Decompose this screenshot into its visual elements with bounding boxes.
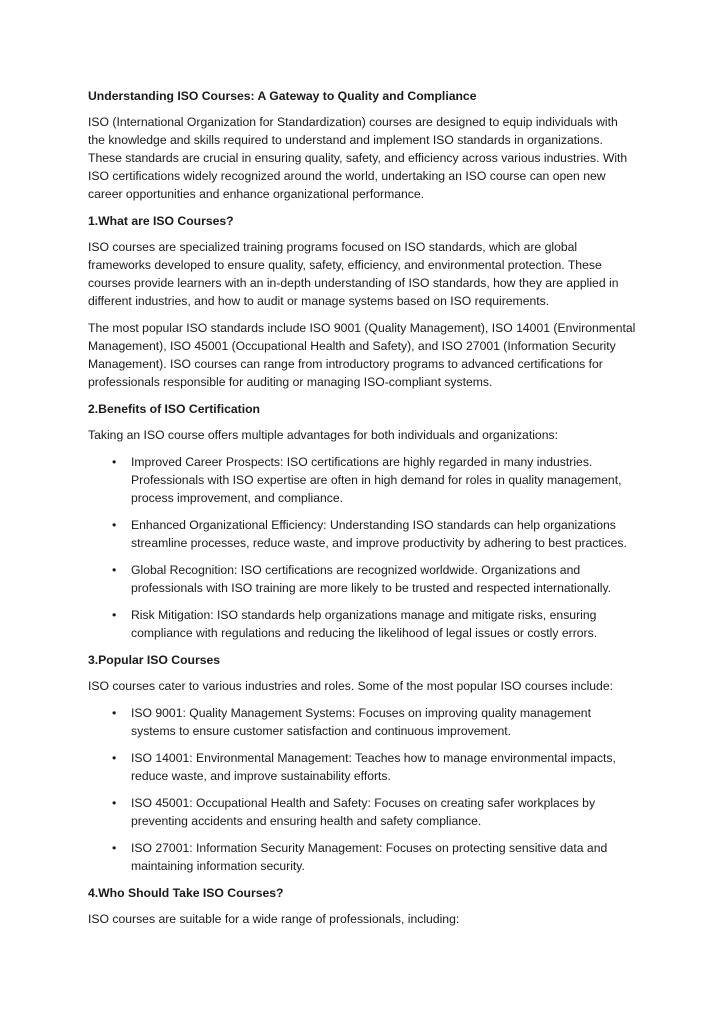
list-item <box>88 453 636 507</box>
section-paragraph: The most popular ISO standards include ISO 9001 (Quality Management), ISO 14001 (Environmental Management), ISO 45001 (Occupational Health and Safety), and ISO 27001 (Information Security Management). ISO courses can range from introductory programs to advanced certifications for professionals responsible for auditing or managing ISO-compliant systems. <box>88 321 636 389</box>
intro-paragraph: ISO (International Organization for Standardization) courses are designed to equip individuals with the knowledge and skills required to understand and implement ISO standards in organizations. These standards are crucial in ensuring quality, safety, and efficiency across various industries. With ISO certifications widely recognized around the world, undertaking an ISO course can open new career opportunities and enhance organizational performance. <box>88 115 628 201</box>
list-item-text: ISO 45001: Occupational Health and Safety: Focuses on creating safer workplaces by preventing accidents and ensuring health and safety compliance. <box>131 796 596 828</box>
section-paragraph: ISO courses are specialized training programs focused on ISO standards, which are global frameworks developed to ensure quality, safety, efficiency, and environmental protection. These courses provide learners with an in-depth understanding of ISO standards, how they are applied in different industries, and how to audit or manage systems based on ISO requirements. <box>88 240 619 308</box>
list-item <box>88 794 636 830</box>
list-item <box>88 749 636 785</box>
bullet-icon: • <box>112 608 117 622</box>
bullet-icon: • <box>112 841 117 855</box>
list-item-text: Global Recognition: ISO certifications are recognized worldwide. Organizations and professionals with ISO training are more likely to be trusted and respected internationally. <box>131 563 612 595</box>
list-item-text: ISO 27001: Information Security Management: Focuses on protecting sensitive data and maintaining information security. <box>131 841 608 873</box>
list-item <box>88 704 636 740</box>
section-heading-who-should-take: 4.Who Should Take ISO Courses? <box>88 886 284 900</box>
benefits-list <box>88 453 636 642</box>
section-intro: Taking an ISO course offers multiple advantages for both individuals and organizations: <box>88 428 558 442</box>
bullet-icon: • <box>112 518 117 532</box>
list-item <box>88 839 636 875</box>
document-page <box>88 87 636 937</box>
list-item <box>88 516 636 552</box>
section-heading-popular-courses: 3.Popular ISO Courses <box>88 653 221 667</box>
list-item <box>88 606 636 642</box>
section-intro: ISO courses cater to various industries and roles. Some of the most popular ISO courses include: <box>88 679 613 693</box>
list-item <box>88 561 636 597</box>
section-intro: ISO courses are suitable for a wide range of professionals, including: <box>88 912 460 926</box>
list-item-text: Risk Mitigation: ISO standards help organizations manage and mitigate risks, ensuring compliance with regulations and reducing the likelihood of legal issues or costly errors. <box>131 608 598 640</box>
section-heading-benefits: 2.Benefits of ISO Certification <box>88 402 261 416</box>
bullet-icon: • <box>112 706 117 720</box>
document-title: Understanding ISO Courses: A Gateway to Quality and Compliance <box>88 89 477 103</box>
courses-list <box>88 704 636 875</box>
list-item-text: Enhanced Organizational Efficiency: Understanding ISO standards can help organizations streamline processes, reduce waste, and improve productivity by adhering to best practices. <box>131 518 627 550</box>
section-heading-what-are-iso-courses: 1.What are ISO Courses? <box>88 214 234 228</box>
list-item-text: ISO 14001: Environmental Management: Teaches how to manage environmental impacts, reduce waste, and improve sustainability efforts. <box>131 751 616 783</box>
bullet-icon: • <box>112 751 117 765</box>
list-item-text: Improved Career Prospects: ISO certifications are highly regarded in many industries. Professionals with ISO expertise are often in high demand for roles in quality management, process improvement, and compliance. <box>131 455 622 505</box>
bullet-icon: • <box>112 455 117 469</box>
bullet-icon: • <box>112 563 117 577</box>
list-item-text: ISO 9001: Quality Management Systems: Focuses on improving quality management systems to ensure customer satisfaction and continuous improvement. <box>131 706 591 738</box>
bullet-icon: • <box>112 796 117 810</box>
